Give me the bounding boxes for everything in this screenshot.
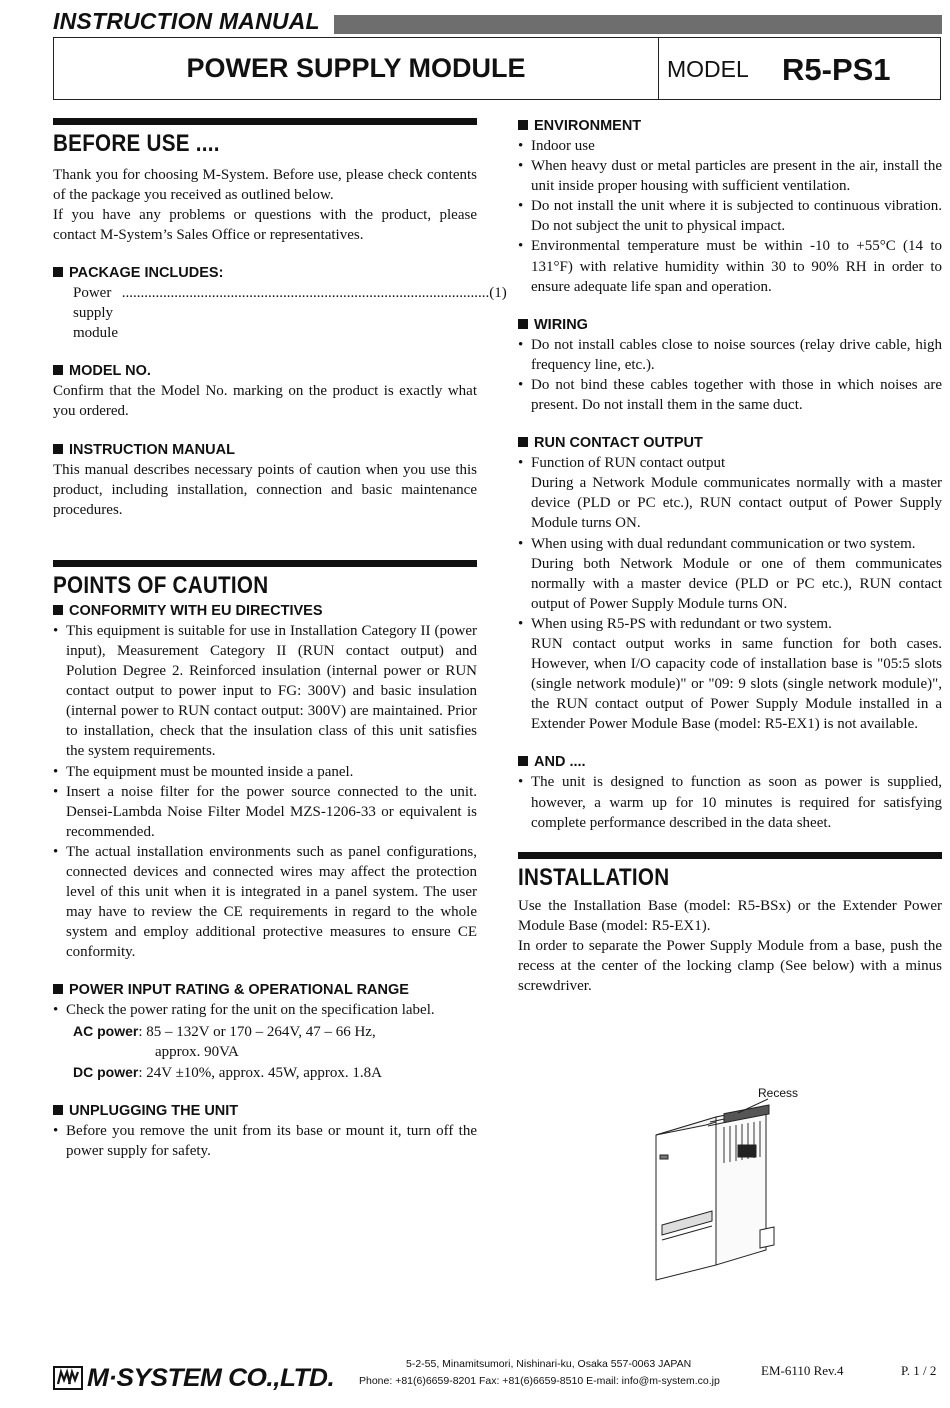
footer bbox=[53, 1355, 942, 1399]
power-supply-module-drawing bbox=[640, 1085, 820, 1285]
model-no-text: Confirm that the Model No. marking on the product is exactly what you ordered. bbox=[53, 383, 477, 420]
list-item: • The actual installation environments such as panel configurations, connected devices and connected wires may affect the protection level of this unit when it is integrated in a panel system. The user may have to review the CE requirements in regard to the whole system and employ additional protective measures to ensure CE conformity. bbox=[53, 842, 477, 963]
list-item: • Check the power rating for the unit on the specification label. bbox=[53, 1000, 477, 1020]
leader-dots: .................................................................................................. bbox=[117, 285, 490, 302]
list-item: • Before you remove the unit from its base or mount it, turn off the power supply for safety. bbox=[53, 1121, 477, 1161]
left-column bbox=[53, 118, 507, 1161]
run-contact-list bbox=[518, 453, 942, 734]
environment-list bbox=[518, 136, 942, 297]
list-item: • Environmental temperature must be within -10 to +55°C (14 to 131°F) with relative humidity within 30 to 90% RH in order to ensure adequate life span and operation. bbox=[518, 236, 942, 296]
square-bullet-icon bbox=[518, 437, 528, 447]
and-heading: AND .... bbox=[518, 752, 942, 772]
section-rule bbox=[53, 118, 477, 125]
section-rule bbox=[518, 852, 942, 859]
caution-title: POINTS OF CAUTION bbox=[53, 571, 269, 599]
model-no-heading: MODEL NO. bbox=[53, 361, 477, 381]
model-number: R5-PS1 bbox=[782, 52, 891, 87]
package-heading: PACKAGE INCLUDES: bbox=[53, 263, 477, 283]
square-bullet-icon bbox=[518, 120, 528, 130]
power-heading: POWER INPUT RATING & OPERATIONAL RANGE bbox=[53, 980, 477, 1000]
square-bullet-icon bbox=[53, 444, 63, 454]
run-contact-heading: RUN CONTACT OUTPUT bbox=[518, 433, 942, 453]
square-bullet-icon bbox=[53, 984, 63, 994]
section-rule bbox=[53, 560, 477, 567]
square-bullet-icon bbox=[53, 267, 63, 277]
manual-label: INSTRUCTION MANUAL bbox=[53, 8, 320, 34]
company-logo bbox=[53, 1363, 335, 1392]
list-item: • When using with dual redundant communication or two system. During both Network Module or one of them communicates normally with a master device (PLD or PC etc.), RUN contact output of Power Supply Module turns ON. bbox=[518, 534, 942, 614]
ac-power-line: AC power: 85 – 132V or 170 – 264V, 47 – 66 Hz, bbox=[73, 1022, 376, 1040]
square-bullet-icon bbox=[518, 319, 528, 329]
square-bullet-icon bbox=[53, 365, 63, 375]
environment-heading: ENVIRONMENT bbox=[518, 116, 942, 136]
before-use-title: BEFORE USE .... bbox=[53, 130, 220, 157]
header-bar bbox=[334, 15, 942, 34]
square-bullet-icon bbox=[53, 605, 63, 615]
square-bullet-icon bbox=[518, 756, 528, 766]
unplug-list bbox=[53, 1121, 477, 1161]
list-item: • When heavy dust or metal particles are present in the air, install the unit inside proper housing with sufficient ventilation. bbox=[518, 156, 942, 196]
ac-power-line-2: approx. 90VA bbox=[155, 1043, 239, 1060]
power-list bbox=[53, 1000, 477, 1020]
intro-paragraph: If you have any problems or questions with the product, please contact M-System’s Sales Office or representatives. bbox=[53, 207, 477, 244]
logo-mark-icon bbox=[53, 1366, 83, 1390]
square-bullet-icon bbox=[53, 1105, 63, 1115]
document-title: POWER SUPPLY MODULE bbox=[186, 53, 526, 83]
right-column bbox=[518, 116, 942, 996]
list-item: • Do not install the unit where it is subjected to continuous vibration. Do not subject the unit to physical impact. bbox=[518, 196, 942, 236]
company-name: M·SYSTEM CO.,LTD. bbox=[87, 1363, 335, 1392]
company-contact: Phone: +81(6)6659-8201 Fax: +81(6)6659-8510 E-mail: info@m-system.co.jp bbox=[359, 1375, 720, 1387]
page-number: P. 1 / 2 bbox=[901, 1363, 937, 1378]
package-item: Power supply module .................................................................................................. (1) bbox=[73, 285, 507, 342]
list-item: • Insert a noise filter for the power source connected to the unit. Densei-Lambda Noise Filter Model MZS-1206-33 or equivalent is recommended. bbox=[53, 782, 477, 842]
list-item: • When using R5-PS with redundant or two system. RUN contact output works in same function for both cases. However, when I/O capacity code of installation base is "05:5 slots (single network module)" or "09: 9 slots (single network module)", the RUN contact output of Power Supply Module installed in a Extender Power Module Base (model: R5-EX1) is not available. bbox=[518, 614, 942, 735]
intro-paragraph: Thank you for choosing M-System. Before use, please check contents of the package you received as outlined below. bbox=[53, 167, 477, 204]
model-label: MODEL bbox=[667, 56, 749, 82]
unplug-heading: UNPLUGGING THE UNIT bbox=[53, 1101, 477, 1121]
installation-text: Use the Installation Base (model: R5-BSx) or the Extender Power Module Base (model: R5-EX1). bbox=[518, 897, 942, 934]
and-list bbox=[518, 772, 942, 832]
list-item: • The equipment must be mounted inside a panel. bbox=[53, 762, 477, 782]
manual-text: This manual describes necessary points of caution when you use this product, including installation, connection and basic maintenance procedures. bbox=[53, 461, 477, 518]
installation-title: INSTALLATION bbox=[518, 863, 670, 891]
wiring-heading: WIRING bbox=[518, 315, 942, 335]
manual-heading: INSTRUCTION MANUAL bbox=[53, 440, 477, 460]
list-item: • The unit is designed to function as soon as power is supplied, however, a warm up for 10 minutes is required for satisfying complete performance described in the data sheet. bbox=[518, 772, 942, 832]
recess-label: Recess bbox=[758, 1086, 799, 1100]
module-figure bbox=[640, 1085, 820, 1285]
list-item: • Do not bind these cables together with those in which noises are present. Do not install them in the same duct. bbox=[518, 375, 942, 415]
list-item: • This equipment is suitable for use in Installation Category II (power input), Measurement Category II (RUN contact output) and Polution Degree 2. Reinforced insulation (internal power or RUN contact output to power input to FG: 300V) and basic insulation (internal power to RUN contact output: 300V) are maintained. Prior to installation, check that the insulation class of this unit satisfies the system requirements. bbox=[53, 621, 477, 762]
eu-heading: CONFORMITY WITH EU DIRECTIVES bbox=[53, 601, 477, 621]
list-item: • Do not install cables close to noise sources (relay drive cable, high frequency line, etc.). bbox=[518, 335, 942, 375]
company-address: 5-2-55, Minamitsumori, Nishinari-ku, Osaka 557-0063 JAPAN bbox=[406, 1358, 692, 1370]
dc-power-line: DC power: 24V ±10%, approx. 45W, approx. 1.8A bbox=[73, 1063, 382, 1081]
title-box bbox=[53, 37, 941, 100]
list-item: • Function of RUN contact output During a Network Module communicates normally with a master device (PLD or PC etc.), RUN contact output of Power Supply Module turns ON. bbox=[518, 453, 942, 533]
list-item: • Indoor use bbox=[518, 136, 942, 156]
wiring-list bbox=[518, 335, 942, 415]
eu-list bbox=[53, 621, 477, 963]
installation-text: In order to separate the Power Supply Module from a base, push the recess at the center of the locking clamp (See below) with a minus screwdriver. bbox=[518, 937, 942, 995]
title-divider bbox=[658, 38, 659, 99]
document-number: EM-6110 Rev.4 bbox=[761, 1363, 844, 1378]
